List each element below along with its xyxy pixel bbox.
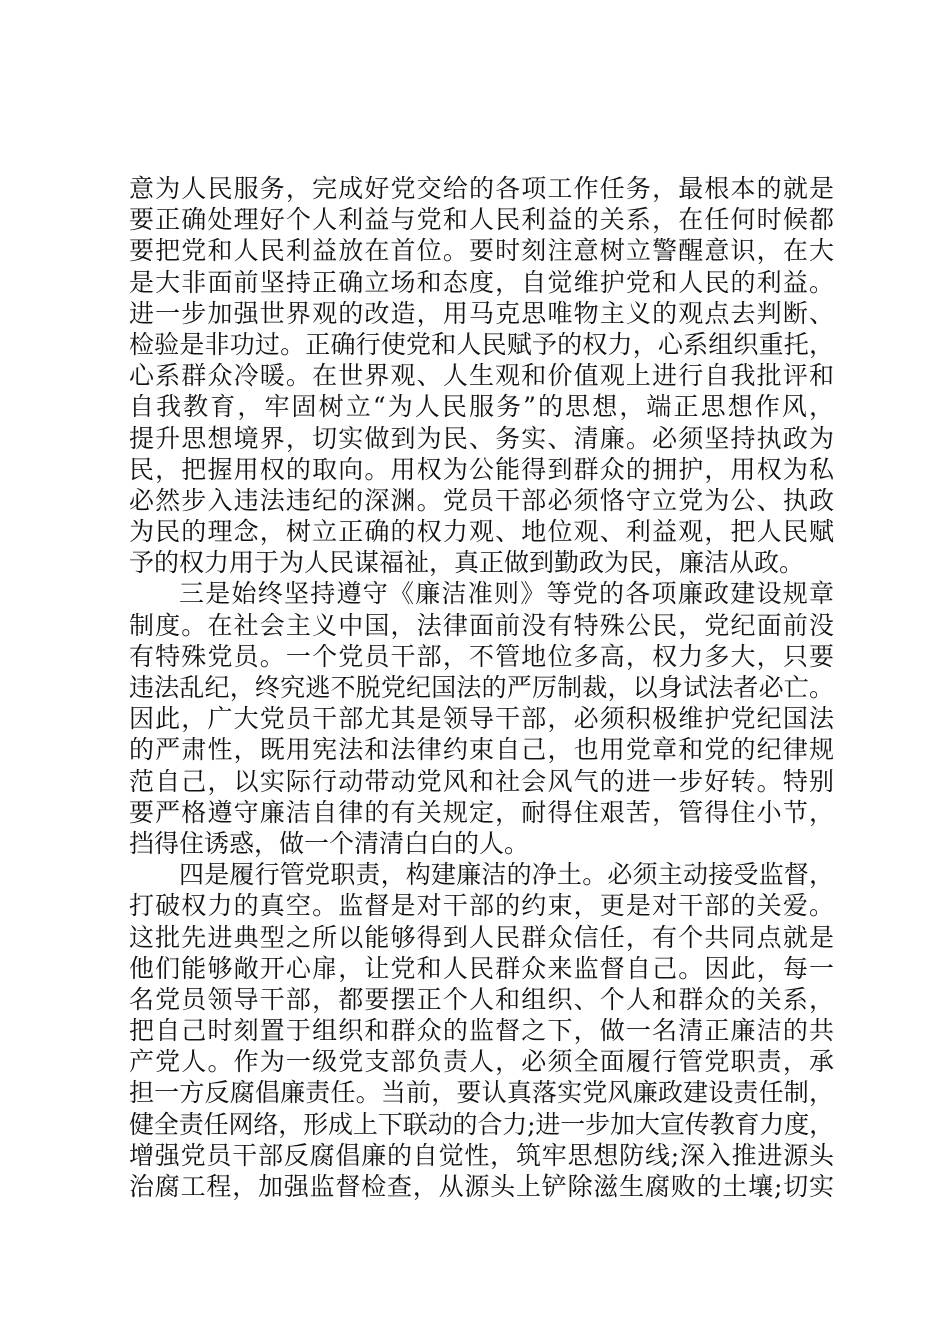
- text-line: 名党员领导干部，都要摆正个人和组织、个人和群众的关系，: [129, 984, 834, 1014]
- document-body: [129, 173, 834, 1202]
- text-line: 产党人。作为一级党支部负责人，必须全面履行管党职责，承: [129, 1047, 834, 1077]
- text-line: 因此，广大党员干部尤其是领导干部，必须积极维护党纪国法: [129, 704, 834, 734]
- text-line: 要正确处理好个人利益与党和人民利益的关系，在任何时候都: [129, 205, 834, 235]
- text-line: 有特殊党员。一个党员干部，不管地位多高，权力多大，只要: [129, 641, 834, 671]
- text-line: 健全责任网络，形成上下联动的合力;进一步加大宣传教育力度，: [129, 1109, 834, 1139]
- text-line: 增强党员干部反腐倡廉的自觉性，筑牢思想防线;深入推进源头: [129, 1140, 834, 1170]
- text-line: 四是履行管党职责，构建廉洁的净土。必须主动接受监督，: [179, 860, 834, 890]
- text-line: 民，把握用权的取向。用权为公能得到群众的拥护，用权为私: [129, 454, 834, 484]
- text-line: 挡得住诱惑，做一个清清白白的人。: [129, 828, 530, 858]
- text-line: 是大非面前坚持正确立场和态度，自觉维护党和人民的利益。: [129, 267, 834, 297]
- text-line: 把自己时刻置于组织和群众的监督之下，做一名清正廉洁的共: [129, 1016, 834, 1046]
- text-line: 违法乱纪，终究逃不脱党纪国法的严厉制裁，以身试法者必亡。: [129, 673, 834, 702]
- text-line: 三是始终坚持遵守《廉洁准则》等党的各项廉政建设规章: [179, 579, 834, 609]
- text-line: 这批先进典型之所以能够得到人民群众信任，有个共同点就是: [129, 922, 834, 952]
- text-line: 的严肃性，既用宪法和法律约束自己，也用党章和党的纪律规: [129, 735, 834, 765]
- text-line: 要严格遵守廉洁自律的有关规定，耐得住艰苦，管得住小节，: [129, 797, 834, 827]
- text-line: 担一方反腐倡廉责任。当前，要认真落实党风廉政建设责任制，: [129, 1078, 834, 1108]
- text-line: 要把党和人民利益放在首位。要时刻注意树立警醒意识，在大: [129, 236, 834, 266]
- text-line: 制度。在社会主义中国，法律面前没有特殊公民，党纪面前没: [129, 610, 834, 640]
- text-line: 治腐工程，加强监督检查，从源头上铲除滋生腐败的土壤;切实: [129, 1172, 834, 1201]
- text-line: 打破权力的真空。监督是对干部的约束，更是对干部的关爱。: [129, 891, 834, 921]
- text-line: 自我教育，牢固树立“为人民服务”的思想，端正思想作风，: [129, 392, 834, 422]
- text-line: 检验是非功过。正确行使党和人民赋予的权力，心系组织重托，: [129, 329, 834, 359]
- text-line: 提升思想境界，切实做到为民、务实、清廉。必须坚持执政为: [129, 423, 834, 453]
- text-line: 心系群众冷暖。在世界观、人生观和价值观上进行自我批评和: [129, 361, 834, 391]
- text-line: 他们能够敞开心扉，让党和人民群众来监督自己。因此，每一: [129, 953, 834, 983]
- text-line: 为民的理念，树立正确的权力观、地位观、利益观，把人民赋: [129, 517, 834, 547]
- text-line: 予的权力用于为人民谋福祉，真正做到勤政为民，廉洁从政。: [129, 548, 805, 578]
- text-line: 必然步入违法违纪的深渊。党员干部必须恪守立党为公、执政: [129, 485, 834, 515]
- text-line: 意为人民服务，完成好党交给的各项工作任务，最根本的就是: [129, 174, 834, 203]
- text-line: 范自己，以实际行动带动党风和社会风气的进一步好转。特别: [129, 766, 834, 796]
- text-line: 进一步加强世界观的改造，用马克思唯物主义的观点去判断、: [129, 298, 834, 328]
